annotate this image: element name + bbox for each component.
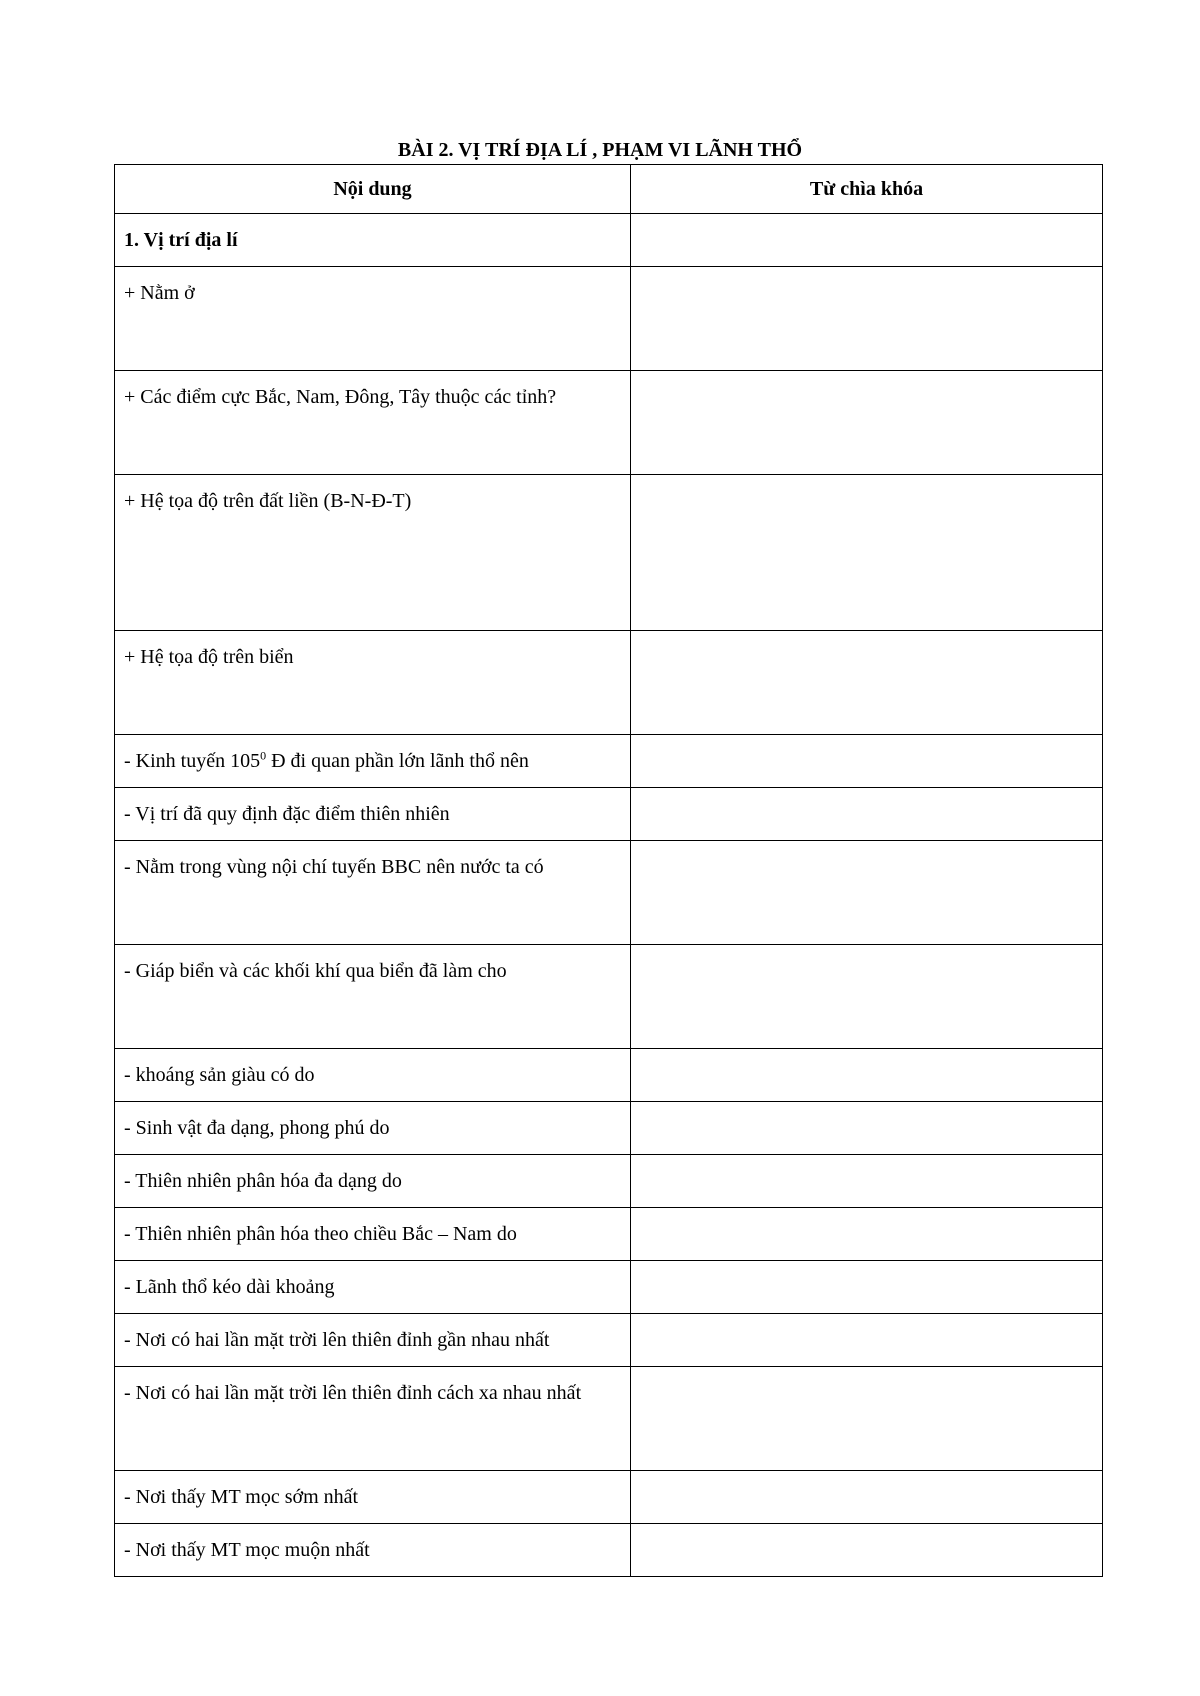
row-text: - Nằm trong vùng nội chí tuyến BBC nên nước ta có xyxy=(124,856,544,878)
row-keyword-cell[interactable] xyxy=(631,841,1103,945)
row-text: + Các điểm cực Bắc, Nam, Đông, Tây thuộc các tỉnh? xyxy=(124,386,557,408)
row-text: + Nằm ở xyxy=(124,282,195,304)
row-keyword-cell[interactable] xyxy=(631,1261,1103,1314)
row-content-cell xyxy=(115,1049,631,1102)
row-content-cell xyxy=(115,841,631,945)
row-text: - Lãnh thổ kéo dài khoảng xyxy=(124,1276,335,1298)
row-keyword-cell[interactable] xyxy=(631,1524,1103,1577)
table-row xyxy=(115,735,1103,788)
table-row xyxy=(115,214,1103,267)
row-keyword-cell[interactable] xyxy=(631,631,1103,735)
table-row xyxy=(115,267,1103,371)
table-row xyxy=(115,841,1103,945)
row-content-cell xyxy=(115,1261,631,1314)
row-content-cell xyxy=(115,1524,631,1577)
row-content-cell xyxy=(115,945,631,1049)
row-content-cell xyxy=(115,1314,631,1367)
table-row xyxy=(115,631,1103,735)
worksheet-table xyxy=(114,164,1103,1577)
header-keyword: Từ chìa khóa xyxy=(631,165,1103,214)
table-row xyxy=(115,1049,1103,1102)
row-content-cell xyxy=(115,735,631,788)
row-content-cell xyxy=(115,631,631,735)
table-row xyxy=(115,1261,1103,1314)
row-keyword-cell[interactable] xyxy=(631,214,1103,267)
row-content-cell xyxy=(115,788,631,841)
row-keyword-cell[interactable] xyxy=(631,945,1103,1049)
degree-superscript: 0 xyxy=(260,748,267,763)
table-row xyxy=(115,945,1103,1049)
table-row xyxy=(115,371,1103,475)
row-keyword-cell[interactable] xyxy=(631,788,1103,841)
row-content-cell xyxy=(115,1367,631,1471)
row-text: - Giáp biển và các khối khí qua biển đã làm cho xyxy=(124,960,507,982)
row-text: - Thiên nhiên phân hóa đa dạng do xyxy=(124,1170,402,1192)
row-text: - Thiên nhiên phân hóa theo chiều Bắc – Nam do xyxy=(124,1223,517,1245)
row-content-cell xyxy=(115,371,631,475)
row-keyword-cell[interactable] xyxy=(631,1314,1103,1367)
row-content-cell xyxy=(115,214,631,267)
row-content-cell xyxy=(115,1155,631,1208)
row-keyword-cell[interactable] xyxy=(631,735,1103,788)
row-text: - Nơi có hai lần mặt trời lên thiên đỉnh cách xa nhau nhất xyxy=(124,1382,582,1404)
row-keyword-cell[interactable] xyxy=(631,1155,1103,1208)
header-content: Nội dung xyxy=(115,165,631,214)
row-content-cell xyxy=(115,267,631,371)
table-row xyxy=(115,788,1103,841)
row-keyword-cell[interactable] xyxy=(631,371,1103,475)
table-row xyxy=(115,1155,1103,1208)
row-text: + Hệ tọa độ trên đất liền (B-N-Đ-T) xyxy=(124,490,412,512)
table-row xyxy=(115,1208,1103,1261)
row-text: - Kinh tuyến 105 xyxy=(124,750,261,772)
row-content-cell xyxy=(115,475,631,631)
row-text: 1. Vị trí địa lí xyxy=(124,229,238,251)
table-row xyxy=(115,1102,1103,1155)
row-keyword-cell[interactable] xyxy=(631,1049,1103,1102)
row-text: + Hệ tọa độ trên biển xyxy=(124,646,294,668)
page-title: BÀI 2. VỊ TRÍ ĐỊA LÍ , PHẠM VI LÃNH THỔ xyxy=(397,139,803,161)
table-row xyxy=(115,1471,1103,1524)
row-text: - Sinh vật đa dạng, phong phú do xyxy=(124,1117,390,1139)
table-row xyxy=(115,1524,1103,1577)
row-keyword-cell[interactable] xyxy=(631,475,1103,631)
table-row xyxy=(115,1314,1103,1367)
row-keyword-cell[interactable] xyxy=(631,267,1103,371)
row-text: - khoáng sản giàu có do xyxy=(124,1064,315,1086)
row-text: - Nơi thấy MT mọc muộn nhất xyxy=(124,1539,370,1561)
table-row xyxy=(115,1367,1103,1471)
row-keyword-cell[interactable] xyxy=(631,1208,1103,1261)
row-content-cell xyxy=(115,1471,631,1524)
row-content-cell xyxy=(115,1102,631,1155)
row-content-cell xyxy=(115,1208,631,1261)
row-text: - Nơi có hai lần mặt trời lên thiên đỉnh gần nhau nhất xyxy=(124,1329,550,1351)
row-keyword-cell[interactable] xyxy=(631,1471,1103,1524)
row-text: - Nơi thấy MT mọc sớm nhất xyxy=(124,1486,359,1508)
table-header-row xyxy=(115,165,1103,214)
row-keyword-cell[interactable] xyxy=(631,1102,1103,1155)
row-text: - Vị trí đã quy định đặc điểm thiên nhiên xyxy=(124,803,450,825)
table-row xyxy=(115,475,1103,631)
row-keyword-cell[interactable] xyxy=(631,1367,1103,1471)
row-text: Đ đi quan phần lớn lãnh thổ nên xyxy=(266,750,529,772)
